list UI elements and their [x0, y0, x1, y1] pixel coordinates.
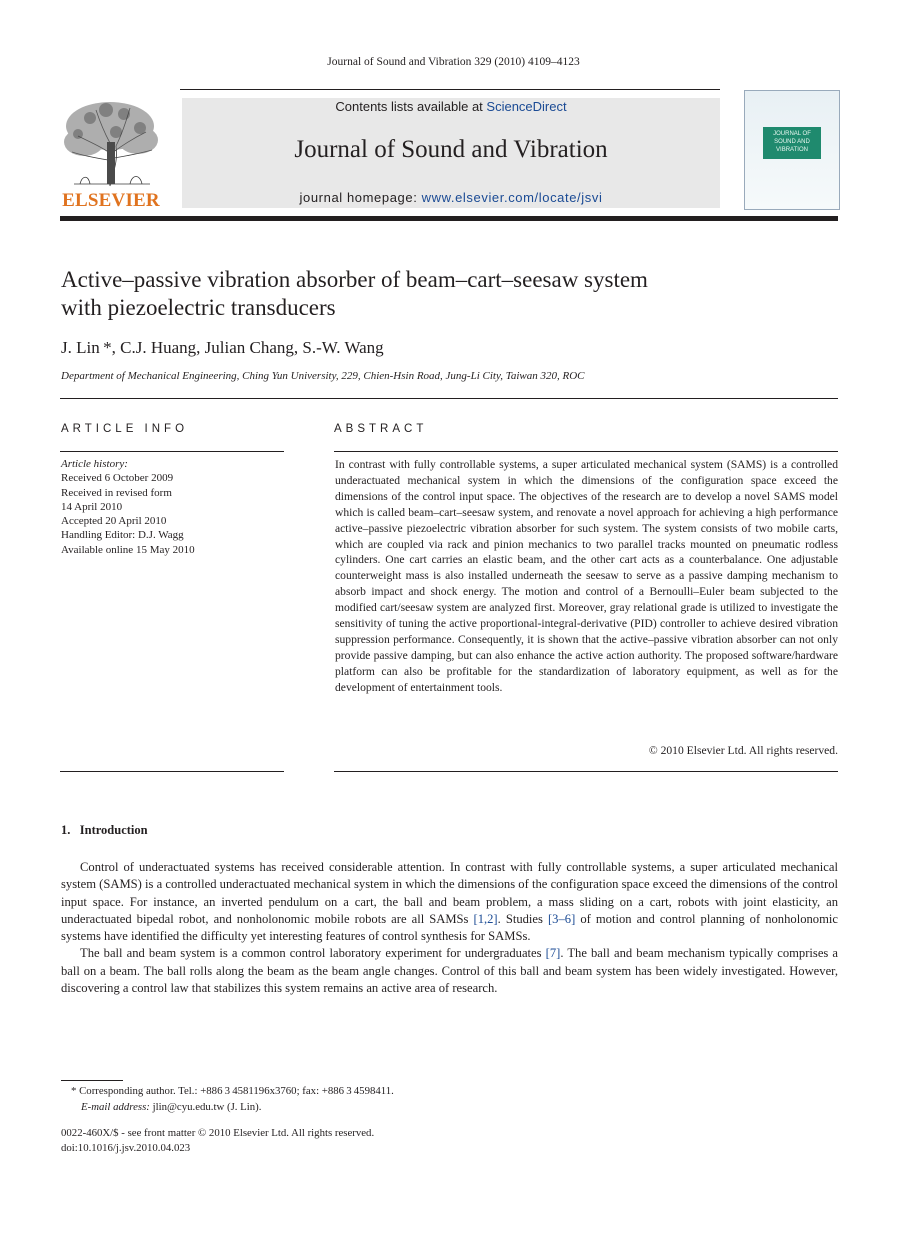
- citation-link[interactable]: [7]: [545, 946, 561, 961]
- journal-title: Journal of Sound and Vibration: [294, 136, 608, 163]
- article-info-rule: [60, 451, 284, 452]
- homepage-link[interactable]: www.elsevier.com/locate/jsvi: [421, 190, 603, 205]
- introduction-heading: 1. Introduction: [61, 823, 148, 837]
- article-info-bottom-rule: [60, 771, 284, 772]
- homepage-line: [182, 190, 720, 205]
- abstract-rule: [334, 451, 838, 452]
- email-note: [61, 1100, 838, 1116]
- text-run: The ball and beam system is a common control laboratory experiment for undergraduates: [80, 946, 546, 961]
- footnote: [61, 1084, 838, 1115]
- citation-link[interactable]: [1,2]: [473, 911, 498, 926]
- header-top-rule: [180, 89, 720, 90]
- history-item: 14 April 2010: [61, 500, 123, 513]
- header-thick-rule: [60, 216, 838, 221]
- abstract-heading: ABSTRACT: [334, 423, 428, 435]
- doi-line: doi:10.1016/j.jsv.2010.04.023: [61, 1141, 191, 1154]
- homepage-prefix: journal homepage:: [299, 190, 422, 205]
- text-run: of motion and control planning of nonholonomic systems have identified the difficulty yet interesting features of control synthesis for SAMSs.: [61, 911, 838, 944]
- email-label: E-mail address:: [81, 1100, 150, 1113]
- history-title: Article history:: [61, 458, 128, 470]
- history-item: Received in revised form: [61, 486, 172, 499]
- running-header: Journal of Sound and Vibration 329 (2010) 4109–4123: [327, 56, 580, 68]
- text-run: Control of underactuated systems has received considerable attention. In contrast with fully controllable systems, a super articulated mechanical system (SAMS) is a controlled underactuated mechanical system in which the dimensions of the configuration space exceed the dimensions of the control input space. For instance, an inverted pendulum on a cart, the ball and beam problem, a mass sliding on a cart, robots with joint elasticity, an underactuated bipedal robot, and nonholonomic mobile robots are all SAMSs: [61, 860, 838, 926]
- article-title-line1: Active–passive vibration absorber of beam–cart–seesaw system: [61, 267, 648, 292]
- authors: J. Lin *, C.J. Huang, Julian Chang, S.-W. Wang: [61, 338, 384, 357]
- journal-cover-thumbnail: [744, 90, 840, 210]
- history-item: Handling Editor: D.J. Wagg: [61, 529, 184, 542]
- contents-line: [182, 99, 720, 114]
- front-matter-line: 0022-460X/$ - see front matter © 2010 Elsevier Ltd. All rights reserved.: [61, 1127, 375, 1139]
- cover-title: JOURNAL OF SOUND AND VIBRATION: [763, 127, 821, 159]
- abstract-bottom-rule: [334, 771, 838, 772]
- sciencedirect-link[interactable]: ScienceDirect: [486, 99, 567, 114]
- abstract-copyright: © 2010 Elsevier Ltd. All rights reserved.: [648, 744, 838, 757]
- journal-banner: [182, 98, 720, 208]
- affiliation: Department of Mechanical Engineering, Ching Yun University, 229, Chien-Hsin Road, Jung-Li City, Taiwan 320, ROC: [61, 370, 585, 382]
- section-rule: [60, 398, 838, 399]
- article-history: [61, 457, 285, 557]
- article-title: [61, 266, 841, 322]
- paragraph: [61, 859, 838, 945]
- citation-link[interactable]: [3–6]: [547, 911, 576, 926]
- footnote-rule: [61, 1080, 123, 1081]
- front-matter: [61, 1126, 661, 1155]
- abstract-text: In contrast with fully controllable systems, a super articulated mechanical system (SAMS) is a controlled underactuated mechanical system in which the dimensions of the configuration space exceed the dimensions of the control input space. The objectives of the research are to develop a novel SAMS model which is called beam–cart–seesaw system, and renovate a novel approach for achieving a high performance active–passive piezoelectric vibration absorber for such system. The system consists of two mobile carts, which are coupled via rack and pinion mechanics to two parallel tracks mounted on pneumatic rodless cylinders. One cart carries an elastic beam, and the other cart acts as a counterbalance. One adjustable counterweight mass is also installed underneath the seesaw to serve as a passive damping mechanism to absorb impact and shock energy. The motion and control of a Bernoulli–Euler beam subjected to the modified cart/seesaw system are analyzed first. Moreover, gray relational grade is utilized to investigate the sensitivity of tuning the active proportional-integral-derivative (PID) controller to achieve desired vibration suppression performance. Consequently, it is shown that the active–passive vibration absorber can not only provide passive damping, but can also enhance the active action authority. The proposed software/hardware platform can also be profitable for the standardization of laboratory equipment, as well as for the development of entertainment tools.: [335, 458, 838, 694]
- history-item: Received 6 October 2009: [61, 472, 174, 485]
- elsevier-wordmark: ELSEVIER: [62, 190, 160, 211]
- email-value: jlin@cyu.edu.tw (J. Lin).: [149, 1100, 262, 1113]
- corresponding-author-note: * Corresponding author. Tel.: +886 3 4581196x3760; fax: +886 3 4598411.: [71, 1085, 394, 1097]
- article-title-line2: with piezoelectric transducers: [61, 295, 336, 320]
- text-run: . The ball and beam mechanism typically comprises a ball on a beam. The ball rolls along the beam as the beam angle changes. Control of this ball and beam system has been widely investigated. However, discovering a control law that stabilizes this system remains an active area of research.: [61, 946, 838, 996]
- article-info-heading: ARTICLE INFO: [61, 423, 189, 435]
- paragraph: [61, 945, 838, 997]
- contents-prefix: Contents lists available at: [335, 99, 487, 114]
- introduction-body: [61, 859, 838, 997]
- history-item: Available online 15 May 2010: [61, 543, 195, 556]
- text-run: . Studies: [497, 911, 548, 926]
- history-item: Accepted 20 April 2010: [61, 515, 167, 528]
